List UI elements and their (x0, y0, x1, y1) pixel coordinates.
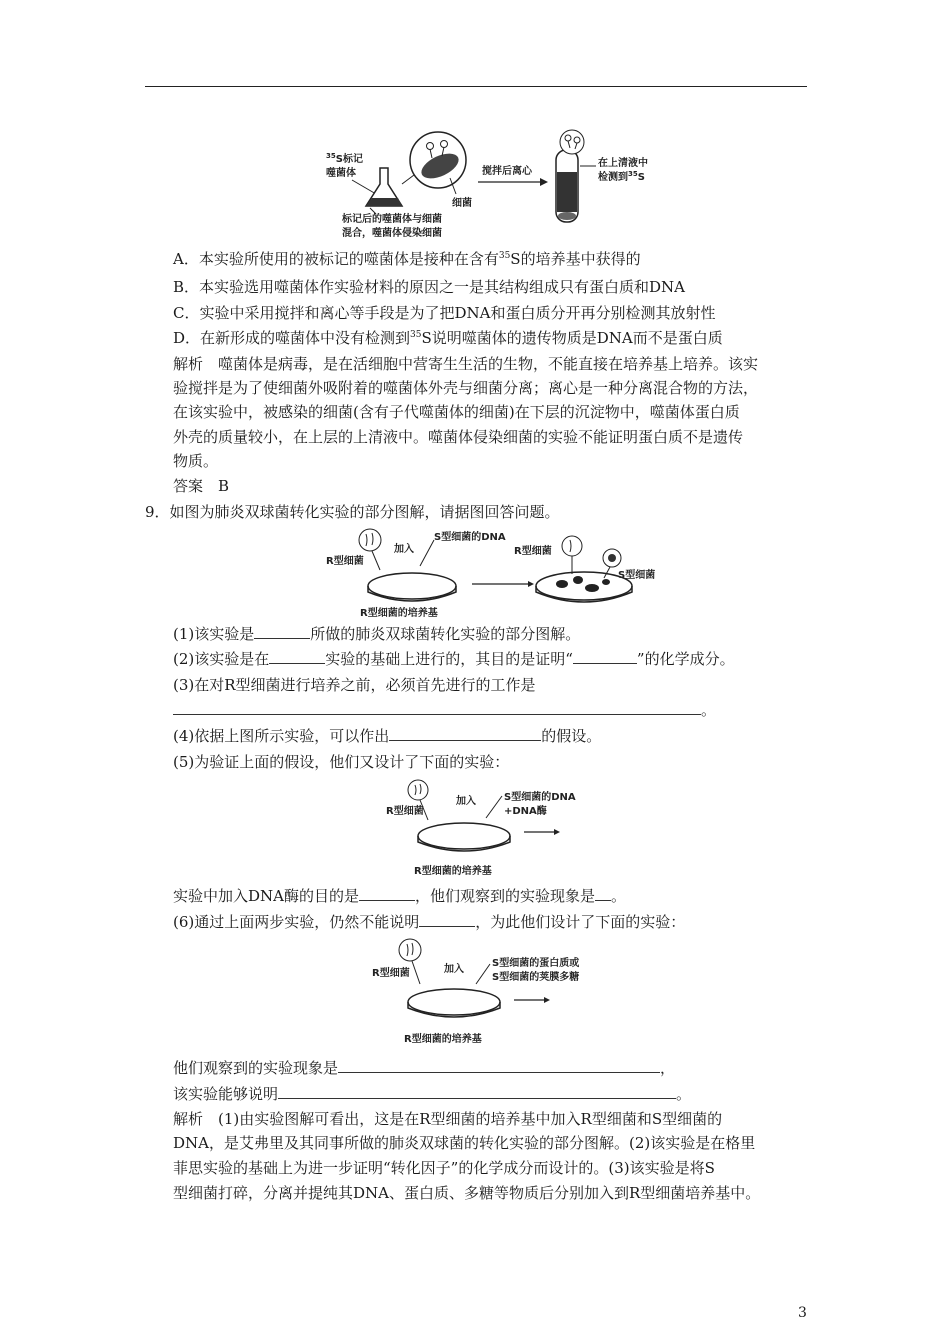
sub-question-5b: 实验中加入DNA酶的目的是 ，他们观察到的实验现象是 。 (173, 887, 627, 905)
q9-analysis-line: 菲思实验的基础上为进一步证明“转化因子”的化学成分而设计的。(3)该实验是将S (173, 1159, 715, 1177)
add-label: 加入 (456, 796, 476, 807)
transformation-figure-2 (384, 778, 604, 878)
answer-blank[interactable] (338, 1058, 660, 1073)
result-label-2: 检测到 (598, 172, 628, 183)
transformation-figure-3 (368, 936, 600, 1046)
sub-question-3-answer: 。 (173, 700, 716, 720)
petri-dish-icon (368, 573, 456, 599)
petri-dish-icon (408, 989, 500, 1015)
answer-blank[interactable] (269, 649, 325, 664)
q9-analysis-line: 型细菌打碎，分离并提纯其DNA、蛋白质、多糖等物质后分别加入到R型细菌培养基中。 (173, 1184, 761, 1202)
r-cell-label: R型细菌 (372, 968, 410, 979)
sub-question-1: (1)该实验是 所做的肺炎双球菌转化实验的部分图解。 (173, 625, 581, 643)
sub-question-6: (6)通过上面两步实验，仍然不能说明 ，为此他们设计了下面的实验： (173, 913, 686, 931)
medium-label: R型细菌的培养基 (360, 608, 438, 619)
centrifuge-label: 搅拌后离心 (482, 166, 532, 177)
s-protein-label: S型细菌的蛋白质或 (492, 958, 580, 969)
sub-question-6b: 他们观察到的实验现象是 ， (173, 1059, 676, 1077)
option-c: C．实验中采用搅拌和离心等手段是为了把DNA和蛋白质分开再分别检测其放射性 (173, 304, 716, 322)
q8-analysis-line: 在该实验中，被感染的细菌(含有子代噬菌体的细菌)在下层的沉淀物中，噬菌体蛋白质 (173, 403, 740, 421)
header-rule (145, 86, 807, 87)
q8-analysis-line: 解析 噬菌体是病毒，是在活细胞中营寄生生活的生物，不能直接在培养基上培养。该实 (173, 355, 759, 373)
answer-blank[interactable] (173, 700, 701, 715)
r-bacteria-icon (359, 529, 381, 551)
petri-dish-icon (418, 823, 510, 849)
sub-question-3: (3)在对R型细菌进行培养之前，必须首先进行的工作是 (173, 676, 536, 694)
svg-text:35S标记: $^{35}$S标记 (326, 152, 363, 165)
q9-analysis-line: DNA，是艾弗里及其同事所做的肺炎双球菌的转化实验的部分图解。(2)该实验是在格里 (173, 1134, 756, 1152)
sub-question-4: (4)依据上图所示实验，可以作出 的假设。 (173, 727, 602, 745)
phage-label: S标记 (335, 154, 363, 165)
add-label: 加入 (444, 964, 464, 975)
sub-question-6c: 该实验能够说明 。 (173, 1085, 692, 1103)
medium-label: R型细菌的培养基 (414, 866, 492, 877)
result-label-1: 在上清液中 (598, 158, 648, 169)
add-label: 加入 (394, 544, 414, 555)
phage-experiment-diagram (318, 128, 698, 240)
medium-label: R型细菌的培养基 (404, 1034, 482, 1045)
answer-blank[interactable] (595, 886, 611, 901)
option-d: D．在新形成的噬菌体中没有检测到$^{35}$S说明噬菌体的遗传物质是DNA而不是蛋白质 (173, 329, 723, 347)
r-cell-label: R型细菌 (326, 556, 364, 567)
answer-blank[interactable] (359, 886, 415, 901)
mix-label-1: 标记后的噬菌体与细菌 (342, 214, 442, 225)
mix-label-2: 混合，噬菌体侵染细菌 (342, 228, 442, 239)
q8-analysis-line: 物质。 (173, 452, 219, 470)
sub-question-2: (2)该实验是在 实验的基础上进行的，其目的是证明“ ”的化学成分。 (173, 650, 735, 668)
sub-question-5: (5)为验证上面的假设，他们又设计了下面的实验： (173, 753, 510, 771)
s-dna-label: S型细菌的DNA (434, 532, 506, 543)
s-dna-enzyme-label-2: +DNA酶 (504, 806, 547, 817)
answer-blank[interactable] (254, 624, 310, 639)
answer-blank[interactable] (278, 1084, 676, 1099)
q9-analysis-line: 解析 (1)由实验图解可看出，这是在R型细菌的培养基中加入R型细菌和S型细菌的 (173, 1110, 723, 1128)
svg-text:检测到35S: 检测到$^{35}$S (598, 170, 645, 183)
s-cell-label: S型细菌 (618, 570, 656, 581)
option-b: B．本实验选用噬菌体作实验材料的原因之一是其结构组成只有蛋白质和DNA (173, 278, 686, 296)
option-a: A．本实验所使用的被标记的噬菌体是接种在含有$^{35}$S的培养基中获得的 (173, 250, 641, 268)
r-cell-label: R型细菌 (514, 546, 552, 557)
transformation-figure-1 (322, 526, 662, 620)
s-dna-enzyme-label: S型细菌的DNA (504, 792, 576, 803)
answer-blank[interactable] (419, 912, 475, 927)
r-bacteria-icon (408, 780, 428, 800)
r-cell-label: R型细菌 (386, 806, 424, 817)
q8-answer: 答案 B (173, 477, 230, 495)
r-bacteria-icon (399, 939, 421, 961)
q8-analysis-line: 外壳的质量较小，在上层的上清液中。噬菌体侵染细菌的实验不能证明蛋白质不是遗传 (173, 428, 744, 446)
s-polysaccharide-label: S型细菌的荚膜多糖 (492, 972, 580, 983)
bacteria-label: 细菌 (452, 198, 472, 209)
answer-blank[interactable] (389, 726, 541, 741)
q9-stem: 9．如图为肺炎双球菌转化实验的部分图解，请据图回答问题。 (145, 503, 560, 521)
answer-blank[interactable] (573, 649, 637, 664)
phage-label-2: 噬菌体 (326, 168, 356, 179)
page-number: 3 (798, 1305, 807, 1321)
q8-analysis-line: 验搅拌是为了使细菌外吸附着的噬菌体外壳与细菌分离；离心是一种分离混合物的方法， (173, 379, 759, 397)
